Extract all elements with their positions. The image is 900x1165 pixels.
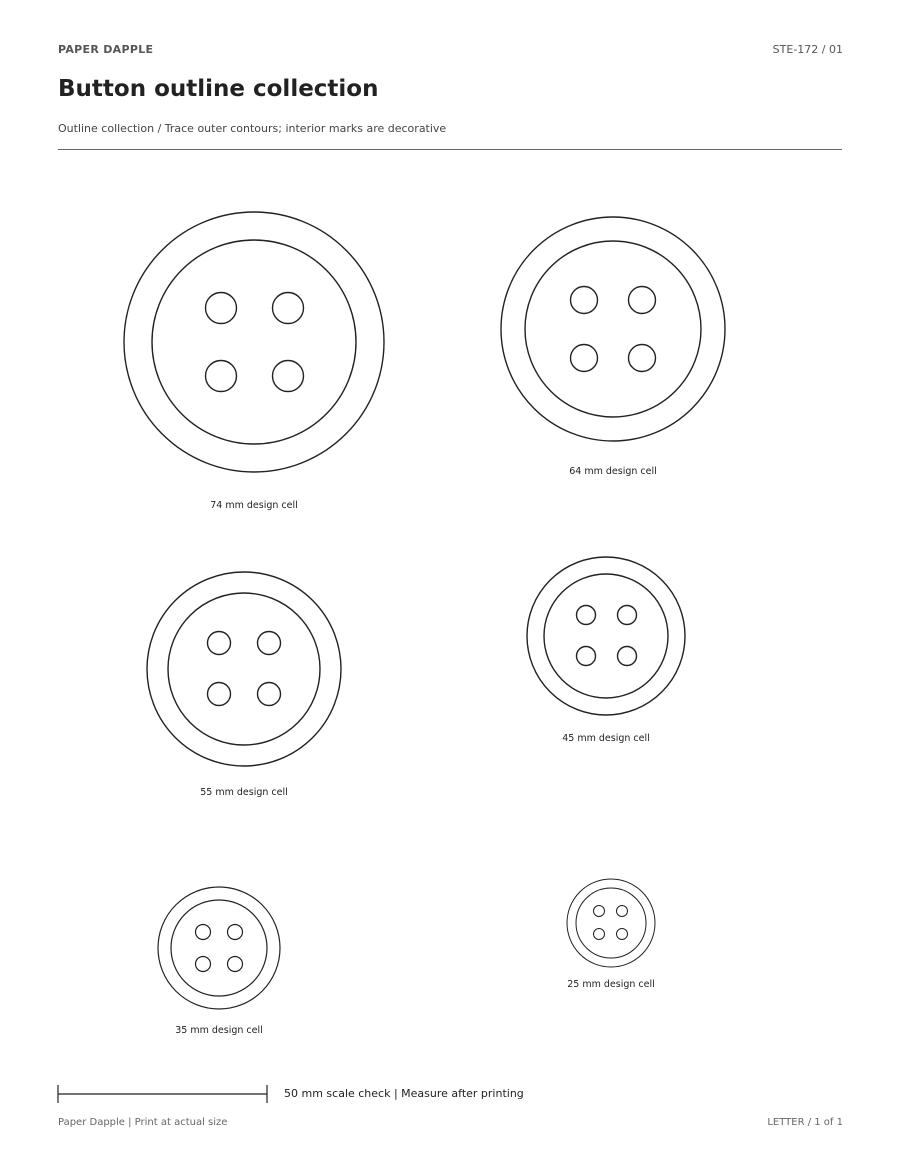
buttonhole-icon <box>228 925 243 940</box>
buttonhole-icon <box>258 683 281 706</box>
buttonhole-icon <box>618 647 637 666</box>
buttonhole-icon <box>273 361 304 392</box>
buttonhole-icon <box>577 647 596 666</box>
button-outline-55mm <box>147 572 341 766</box>
page-title: Button outline collection <box>58 76 379 102</box>
button-outline-25mm <box>567 879 655 967</box>
button-caption: 74 mm design cell <box>210 500 298 511</box>
buttonhole-icon <box>629 287 656 314</box>
buttonhole-icon <box>617 929 628 940</box>
buttonhole-icon <box>571 345 598 372</box>
buttonhole-icon <box>208 683 231 706</box>
buttonhole-icon <box>206 361 237 392</box>
buttonhole-icon <box>206 293 237 324</box>
page-subtitle: Outline collection / Trace outer contours; interior marks are decorative <box>58 122 447 135</box>
button-caption: 35 mm design cell <box>175 1025 263 1036</box>
button-caption: 45 mm design cell <box>562 733 650 744</box>
buttonhole-icon <box>571 287 598 314</box>
brand-name: PAPER DAPPLE <box>58 43 154 56</box>
button-outline-74mm <box>124 212 384 472</box>
buttonhole-icon <box>196 957 211 972</box>
document-id: STE-172 / 01 <box>772 43 843 56</box>
buttonhole-icon <box>617 906 628 917</box>
buttonhole-icon <box>594 906 605 917</box>
button-caption: 25 mm design cell <box>567 979 655 990</box>
buttonhole-icon <box>629 345 656 372</box>
buttonhole-icon <box>208 632 231 655</box>
button-outline-45mm <box>527 557 685 715</box>
buttonhole-icon <box>618 606 637 625</box>
scale-check-label: 50 mm scale check | Measure after printing <box>284 1087 524 1100</box>
scale-bar <box>58 1085 267 1103</box>
button-outline-64mm <box>501 217 725 441</box>
buttonhole-icon <box>273 293 304 324</box>
buttonhole-icon <box>577 606 596 625</box>
page-number: LETTER / 1 of 1 <box>767 1117 843 1128</box>
buttonhole-icon <box>228 957 243 972</box>
button-outline-35mm <box>158 887 280 1009</box>
button-caption: 55 mm design cell <box>200 787 288 798</box>
footer-note: Paper Dapple | Print at actual size <box>58 1117 228 1128</box>
button-caption: 64 mm design cell <box>569 466 657 477</box>
buttonhole-icon <box>196 925 211 940</box>
buttonhole-icon <box>258 632 281 655</box>
buttonhole-icon <box>594 929 605 940</box>
